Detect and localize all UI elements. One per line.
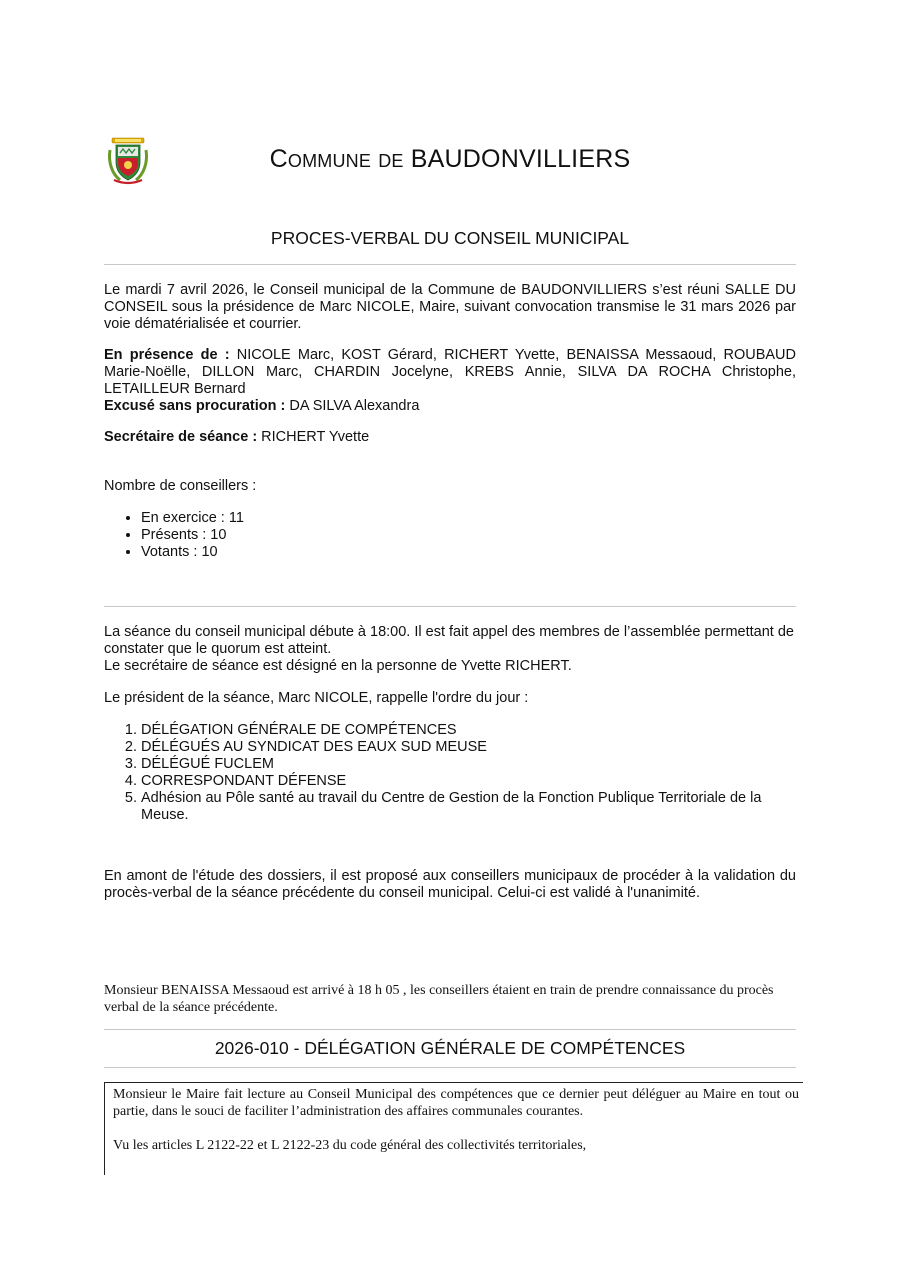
commune-name: BAUDONVILLIERS xyxy=(410,145,631,173)
counts-label: Nombre de conseillers : xyxy=(104,478,257,494)
counts-section xyxy=(104,478,796,561)
secretary-designation: Le secrétaire de séance est désigné en la personne de Yvette RICHERT. xyxy=(104,658,572,674)
deliberation-title: 2026-010 - DÉLÉGATION GÉNÉRALE DE COMPÉTENCES xyxy=(214,1038,686,1058)
agenda-list xyxy=(104,722,796,824)
arrival-section xyxy=(104,982,796,1016)
excused-value: DA SILVA Alexandra xyxy=(285,398,420,414)
deliberation-para-1: Monsieur le Maire fait lecture au Conseil Municipal des compétences que ce dernier peut déléguer au Maire en tout ou partie, dans le souci de faciliter l’administration des affaires communales courantes. xyxy=(113,1087,799,1119)
divider xyxy=(104,1029,796,1030)
agenda-item: 3. DÉLÉGUÉ FUCLEM xyxy=(141,756,796,773)
secretary-label: Secrétaire de séance : xyxy=(104,429,258,445)
agenda-item: 2. DÉLÉGUÉS AU SYNDICAT DES EAUX SUD MEUSE xyxy=(141,739,796,756)
validation-text: En amont de l'étude des dossiers, il est proposé aux conseillers municipaux de procéder à la validation du procès-verbal de la séance précédente du conseil municipal. Celui-ci est validé à l'unanimité. xyxy=(104,868,796,901)
attendance-section xyxy=(104,347,796,415)
divider xyxy=(104,606,796,607)
page-title xyxy=(0,145,900,174)
list-item: • Présents : 10 xyxy=(141,527,796,544)
excused-label: Excusé sans procuration : xyxy=(104,398,286,414)
title-prefix: Commune de xyxy=(269,145,404,173)
agenda-item: 4. CORRESPONDANT DÉFENSE xyxy=(141,773,796,790)
excused-line xyxy=(104,398,796,415)
intro-paragraph xyxy=(104,282,796,333)
session-section xyxy=(104,624,796,824)
agenda-item: 5. Adhésion au Pôle santé au travail du Centre de Gestion de la Fonction Publique Territoriale de la Meuse. xyxy=(141,790,796,824)
session-opening: La séance du conseil municipal débute à 18:00. Il est fait appel des membres de l’assemblée permettant de constater que le quorum est atteint. xyxy=(104,624,794,657)
counts-list xyxy=(104,510,796,561)
present-label: En présence de : xyxy=(104,347,230,363)
agenda-intro: Le président de la séance, Marc NICOLE, rappelle l'ordre du jour : xyxy=(104,690,529,706)
arrival-text: Monsieur BENAISSA Messaoud est arrivé à 18 h 05 , les conseillers étaient en train de prendre connaissance du procès verbal de la séance précédente. xyxy=(104,983,774,1015)
present-value: NICOLE Marc, KOST Gérard, RICHERT Yvette, BENAISSA Messaoud, ROUBAUD Marie-Noëlle, DILLON Marc, CHARDIN Jocelyne, KREBS Annie, SILVA DA ROCHA Christophe, LETAILLEUR Bernard xyxy=(104,347,796,397)
deliberation-para-2: Vu les articles L 2122-22 et L 2122-23 du code général des collectivités territoriales, xyxy=(113,1138,587,1153)
divider xyxy=(104,264,796,265)
agenda-item: 1. DÉLÉGATION GÉNÉRALE DE COMPÉTENCES xyxy=(141,722,796,739)
divider xyxy=(104,1067,796,1068)
secretary-section xyxy=(104,429,796,446)
secretary-line xyxy=(104,429,796,446)
list-item: • Votants : 10 xyxy=(141,544,796,561)
list-item: • En exercice : 11 xyxy=(141,510,796,527)
deliberation-body xyxy=(104,1082,803,1175)
intro-text: Le mardi 7 avril 2026, le Conseil municipal de la Commune de BAUDONVILLIERS s’est réuni SALLE DU CONSEIL sous la présidence de Marc NICOLE, Maire, suivant convocation transmise le 31 mars 2026 par voie dématérialisée et courrier. xyxy=(104,282,796,332)
document-subtitle: PROCES-VERBAL DU CONSEIL MUNICIPAL xyxy=(270,228,630,248)
present-line xyxy=(104,347,796,398)
validation-section xyxy=(104,868,796,902)
secretary-value: RICHERT Yvette xyxy=(257,429,370,445)
